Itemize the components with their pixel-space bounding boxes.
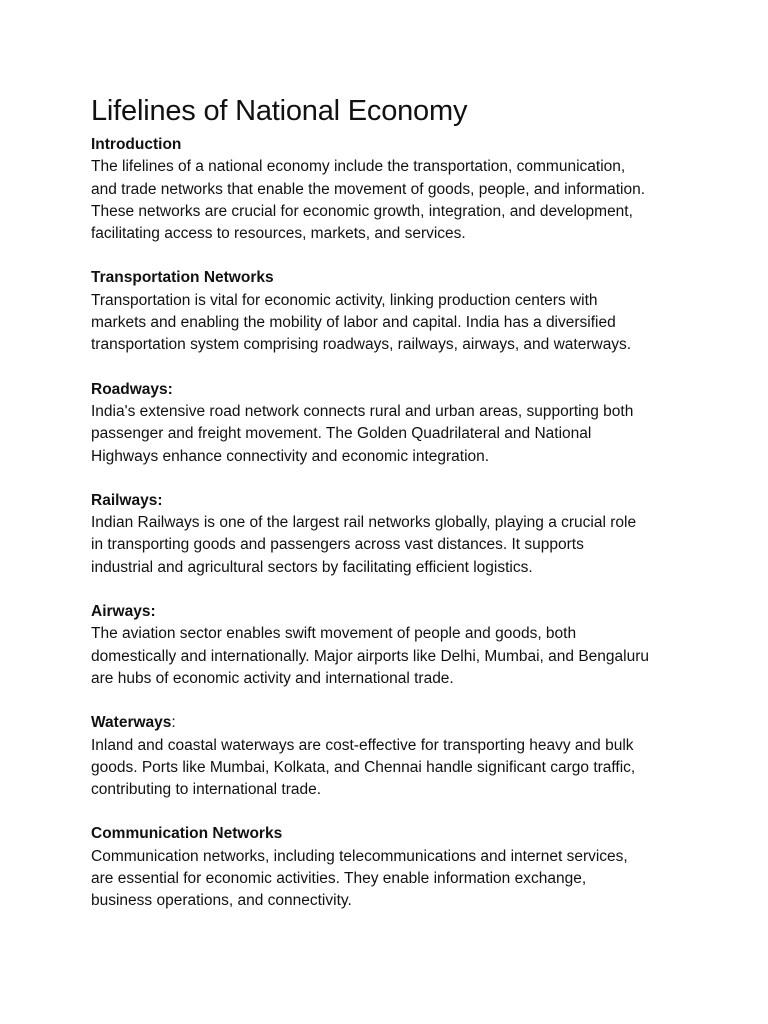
section-heading-text: Communication Networks bbox=[91, 825, 283, 843]
section-heading bbox=[91, 134, 691, 156]
section-body: India's extensive road network connects rural and urban areas, supporting both passenger and freight movement. The Golden Quadrilateral and National Highways enhance connectivity and economic integration. bbox=[91, 402, 634, 465]
section-heading bbox=[91, 712, 691, 734]
section-heading bbox=[91, 379, 691, 401]
document-page bbox=[91, 92, 691, 935]
section-heading-text: Introduction bbox=[91, 136, 182, 153]
section-body: Communication networks, including telecommunications and internet services, are essential for economic activities. They enable information exchange, business operations, and connectivity. bbox=[91, 847, 628, 910]
section-communication-networks bbox=[91, 823, 691, 912]
section-railways bbox=[91, 490, 691, 579]
section-body: The lifelines of a national economy include the transportation, communication, and trade networks that enable the movement of goods, people, and information. These networks are crucial for economic growth, integration, and development, facilitating access to resources, markets, and services. bbox=[91, 158, 646, 243]
section-body: Transportation is vital for economic activity, linking production centers with markets and enabling the mobility of labor and capital. India has a diversified transportation system comprising roadways, railways, airways, and waterways. bbox=[91, 291, 632, 354]
section-heading-text: Railways: bbox=[91, 491, 163, 509]
section-heading-text: Waterways bbox=[91, 714, 172, 732]
section-heading bbox=[91, 601, 691, 623]
section-roadways bbox=[91, 379, 691, 468]
section-body: Indian Railways is one of the largest rail networks globally, playing a crucial role in transporting goods and passengers across vast distances. It supports industrial and agricultural sectors by facilitating efficient logistics. bbox=[91, 514, 637, 576]
section-heading bbox=[91, 490, 691, 512]
section-introduction bbox=[91, 134, 691, 245]
section-heading-text: Roadways: bbox=[91, 380, 173, 398]
section-airways bbox=[91, 601, 691, 690]
section-heading bbox=[91, 823, 691, 845]
section-heading-text: Airways: bbox=[91, 603, 156, 621]
section-heading-suffix: : bbox=[171, 714, 176, 732]
section-transportation-networks bbox=[91, 267, 691, 356]
section-heading-text: Transportation Networks bbox=[91, 269, 274, 287]
section-waterways bbox=[91, 712, 691, 801]
section-heading bbox=[91, 267, 691, 289]
document-title: Lifelines of National Economy bbox=[91, 95, 468, 127]
section-body: The aviation sector enables swift movement of people and goods, both domestically and internationally. Major airports like Delhi, Mumbai, and Bengaluru are hubs of economic activity and international trade. bbox=[91, 625, 649, 687]
section-body: Inland and coastal waterways are cost-effective for transporting heavy and bulk goods. Ports like Mumbai, Kolkata, and Chennai handle significant cargo traffic, contributing to international trade. bbox=[91, 736, 636, 799]
